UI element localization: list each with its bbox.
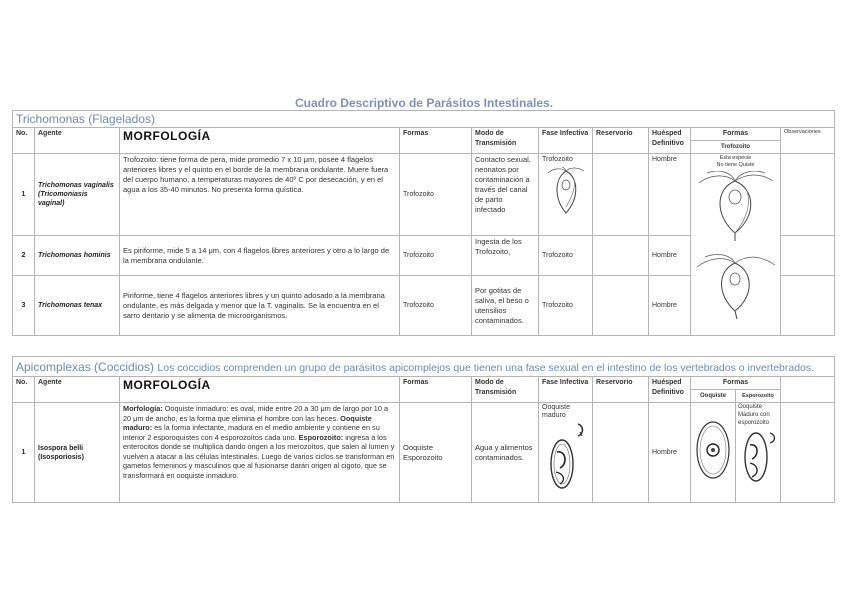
morfologia-text: Piriforme, tiene 4 flagelos anteriores libres y un quinto adosado a la membrana ondulante, es más delgada y menor que la T. vaginalis. Se la encuentra en el sarro dentario y se alimenta de microorganismos. (120, 276, 400, 336)
modo-value: Agua y alimentos contaminados. (472, 403, 539, 503)
header-formas-esporozoito: Esporozoito (736, 390, 781, 403)
page-title: Cuadro Descriptivo de Parásitos Intestinales. (294, 96, 554, 110)
observaciones-value (781, 403, 835, 503)
header-agente: Agente (35, 128, 120, 154)
agent-name: Trichomonas hominis (35, 236, 120, 276)
fase-cell (539, 154, 593, 236)
apicomplexas-section (13, 357, 835, 377)
agent-name: Trichomonas tenax (35, 276, 120, 336)
header-agente: Agente (35, 377, 120, 403)
morf-label-2: Ooquiste maduro: (123, 413, 372, 432)
reservorio-value (593, 276, 649, 336)
morfologia-text: Trofozoito: tiene forma de pera, mide promedio 7 x 10 μm, posee 4 flagelos anteriores libres y el quinto en el borde de la membrana ondulante. Muere fuera del cuerpo humano, a temperaturas mayores de 40º C por desecación, y en el agua a los 35-40 minutos. No presenta forma quística. (120, 154, 400, 236)
modo-value: Por gotitas de saliva, el beso o utensilios contaminados. (472, 276, 539, 336)
formas-value: Trofozoito (400, 236, 472, 276)
modo-value: Contacto sexual, neonatos por contaminación a través del canal de parto infectado (472, 154, 539, 236)
huesped-value: Hombre (649, 276, 691, 336)
esporozoito-illustration (736, 427, 780, 483)
observaciones-value (781, 154, 835, 236)
huesped-value: Hombre (649, 236, 691, 276)
header-huesped: Huésped Definitivo (649, 377, 691, 403)
morf-label-3: Esporozoito: (298, 432, 344, 442)
header-morfologia: MORFOLOGÍA (120, 377, 400, 403)
header-fase: Fase Infectiva (539, 128, 593, 154)
fase-value: Ooquiste maduro (542, 404, 571, 419)
header-reservorio: Reservorio (593, 128, 649, 154)
header-formas-trofozoito: Trofozoito (691, 141, 781, 154)
reservorio-value (593, 403, 649, 503)
reservorio-value (593, 236, 649, 276)
morf-text-1: Ooquiste inmaduro: es oval, mide entre 20 a 30 μm de largo por 10 a 20 μm de ancho, es la forma que elimina el hombre con las heces. (123, 404, 389, 423)
ooquiste-image-cell (691, 403, 736, 503)
formas-note-1: Esta especie (719, 155, 752, 161)
fase-cell (539, 403, 593, 503)
formas-value: Trofozoito (400, 276, 472, 336)
observaciones-value (781, 236, 835, 276)
header-fase: Fase Infectiva (539, 377, 593, 403)
header-formas2: Formas (691, 128, 781, 141)
agent-name: Isospora belli (38, 444, 84, 452)
apicomplexas-section-title: Apicomplexas (Coccidios) (16, 359, 155, 374)
agent-cell (35, 403, 120, 503)
morf-label-1: Morfología: (123, 404, 163, 413)
trofozoito-illustration (546, 167, 586, 217)
row-number: 1 (13, 403, 35, 503)
row-number: 3 (13, 276, 35, 336)
header-formas: Formas (400, 128, 472, 154)
header-formas2: Formas (691, 377, 781, 390)
trichomonas-illustration-2 (695, 251, 777, 321)
header-no: No. (13, 377, 35, 403)
huesped-value: Hombre (649, 154, 691, 236)
header-observaciones: Observaciones (781, 128, 835, 154)
observaciones-value (781, 276, 835, 336)
esporozoito-label: Ooquiste Maduro con esporozoito (738, 404, 770, 426)
agent-disease: (Isosporiosis) (38, 453, 84, 461)
header-modo: Modo de Transmisión (472, 377, 539, 403)
header-reservorio: Reservorio (593, 377, 649, 403)
formas-image-cell (691, 154, 781, 336)
reservorio-value (593, 154, 649, 236)
header-morfologia: MORFOLOGÍA (120, 128, 400, 154)
agent-name: Trichomonas vaginalis (38, 182, 114, 189)
ooquiste-inmaduro-illustration (691, 410, 735, 490)
modo-value: Ingesta de los Trofozoito, (472, 236, 539, 276)
formas-value: Ooquiste Esporozoito (400, 403, 472, 503)
huesped-value: Hombre (649, 403, 691, 503)
header-formas: Formas (400, 377, 472, 403)
morf-text-3: ingresa a los enterocitos donde se multiplica dando origen a los merozoítos, que salen al lumen y vuelven a atacar a las células intestinales. Luego de varios ciclos se transforman en gametos femeninos y masculinos que al fusionarse darán origen al cigoto, que se transformará en ooquiste inmaduro. (123, 432, 395, 480)
trichomonas-table (12, 110, 835, 336)
apicomplexas-table (12, 356, 835, 503)
header-modo: Modo de Transmisión (472, 128, 539, 154)
formas-note-2: No tiene Quiste (716, 162, 755, 168)
agent-disease: (Tricomoniasis vaginal) (38, 191, 88, 207)
header-no: No. (13, 128, 35, 154)
agent-cell (35, 154, 120, 236)
morf-text-2: es la forma infectante, madura en el medio ambiente y contiene en su interior 2 esporoquistes con 4 esporozoítos cada uno. (123, 423, 380, 442)
trichomonas-illustration-1 (695, 171, 777, 243)
row-number: 1 (13, 154, 35, 236)
row-number: 2 (13, 236, 35, 276)
header-blank (781, 377, 835, 403)
esporozoito-image-cell (736, 403, 781, 503)
morfologia-text (120, 403, 400, 503)
formas-value: Trofozoito (400, 154, 472, 236)
fase-value: Trofozoito (539, 276, 593, 336)
morfologia-text: Es piriforme, mide 5 a 14 μm, con 4 flagelos libres anteriores y otro a lo largo de la membrana ondulante. (120, 236, 400, 276)
fase-value: Trofozoito (539, 236, 593, 276)
ooquiste-illustration (542, 420, 590, 492)
header-huesped: Huésped Definitivo (649, 128, 691, 154)
trichomonas-section-title: Trichomonas (Flagelados) (13, 111, 835, 128)
fase-value: Trofozoito (542, 156, 573, 163)
apicomplexas-section-desc: Los coccidios comprenden un grupo de parásitos apicomplejos que tienen una fase sexual en el intestino de los vertebrados o invertebrados. (157, 361, 815, 374)
header-formas-ooquiste: Ooquiste (691, 390, 736, 403)
